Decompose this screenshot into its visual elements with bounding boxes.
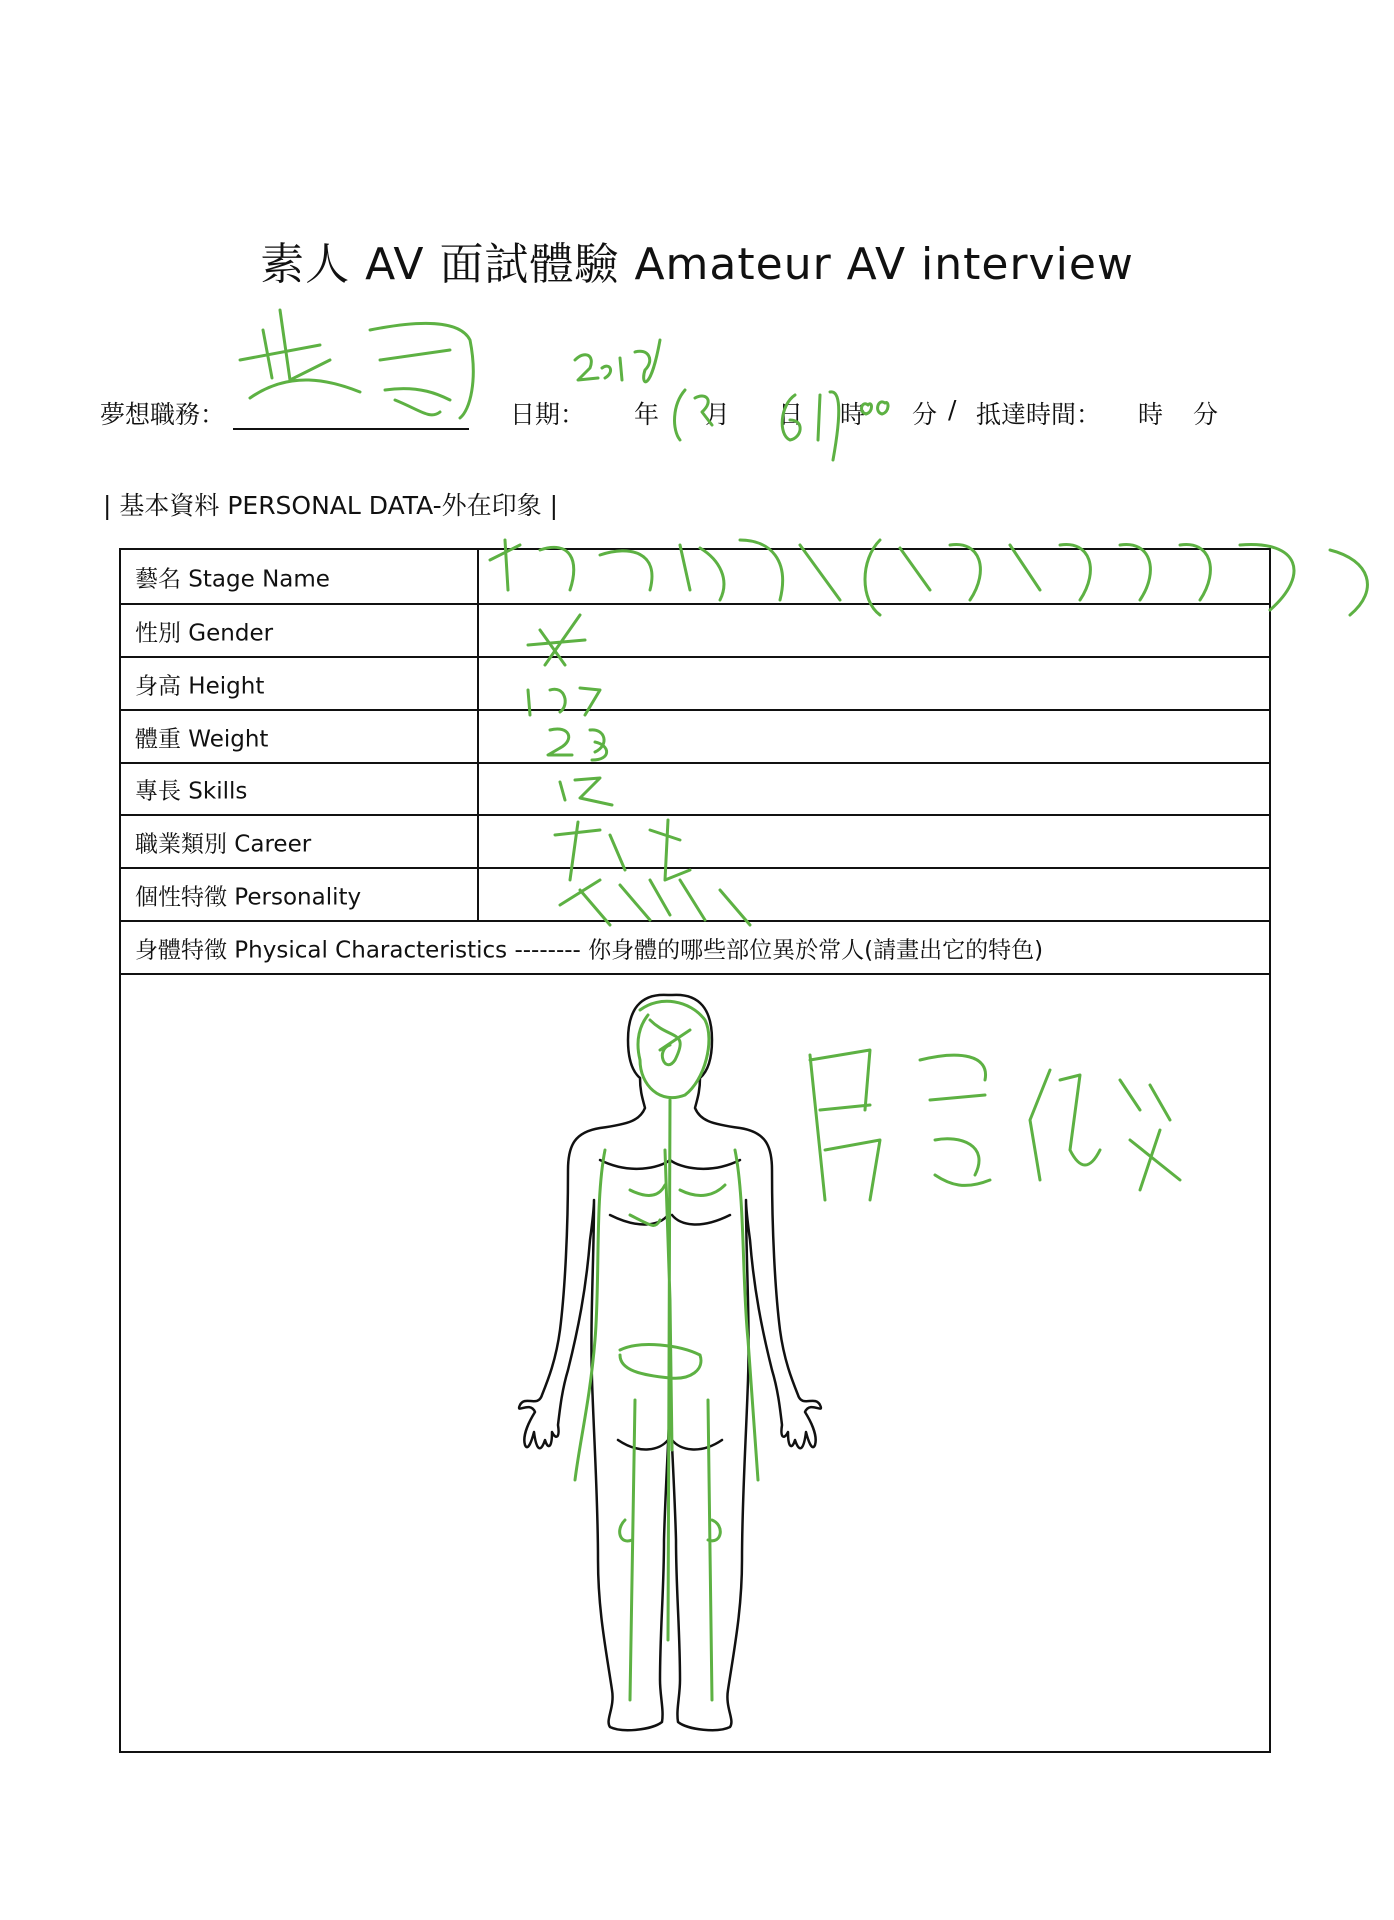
section-header: | 基本資料 PERSONAL DATA-外在印象 | xyxy=(103,491,559,520)
minute-label: 分 xyxy=(912,400,938,429)
year-label: 年 xyxy=(634,400,660,429)
row-physical xyxy=(121,922,1269,975)
month-label: 月 xyxy=(705,400,731,429)
row-stage-name xyxy=(121,550,1269,605)
physical-label: 身體特徵 Physical Characteristics -------- 你身體的哪些部位異於常人(請畫出它的特色) xyxy=(135,937,1044,963)
row-height xyxy=(121,658,1269,711)
separator: / xyxy=(948,395,957,424)
skills-label: 專長 Skills xyxy=(135,778,248,805)
dream-job-label: 夢想職務： xyxy=(100,400,226,429)
arrival-hour-label: 時 xyxy=(1138,400,1164,429)
row-career xyxy=(121,816,1269,869)
row-weight xyxy=(121,711,1269,764)
arrival-minute-label: 分 xyxy=(1193,400,1219,429)
handwriting-dream-job-glyphs xyxy=(240,310,473,418)
row-gender xyxy=(121,605,1269,658)
personality-label: 個性特徵 Personality xyxy=(135,884,362,910)
height-label: 身高 Height xyxy=(135,673,265,699)
gender-label: 性別 Gender xyxy=(135,620,274,646)
hour-label: 時 xyxy=(840,400,866,429)
stage-name-label: 藝名 Stage Name xyxy=(135,566,330,592)
personal-data-table xyxy=(119,548,1271,1753)
day-label: 日 xyxy=(778,400,804,429)
weight-label: 體重 Weight xyxy=(135,726,269,752)
dream-job-underline xyxy=(233,428,469,430)
career-label: 職業類別 Career xyxy=(135,831,312,857)
row-personality xyxy=(121,869,1269,922)
body-drawing-area xyxy=(121,975,1269,1751)
form-title: 素人 AV 面試體驗 Amateur AV interview xyxy=(260,239,1134,290)
date-label: 日期： xyxy=(510,400,586,429)
row-skills xyxy=(121,764,1269,816)
arrival-label: 抵達時間： xyxy=(976,400,1102,429)
